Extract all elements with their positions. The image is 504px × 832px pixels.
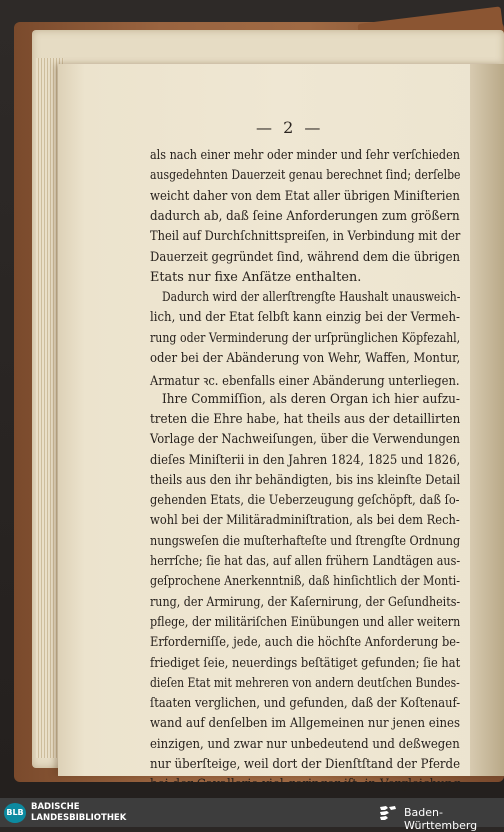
library-name[interactable] — [31, 802, 126, 823]
library-name-line2: LANDESBIBLIOTHEK — [31, 813, 126, 824]
text-line: Ihre Commiſſion, als deren Organ ich hier aufzu- — [162, 392, 460, 412]
text-line: theils aus den ihr behändigten, bis ins kleinſte Detail — [150, 473, 460, 493]
text-line: gehenden Etats, die Ueberzeugung geſchöpft, daß ſo- — [150, 493, 460, 513]
text-line: dieſen Etat mit mehreren von andern deutſchen Bundes- — [150, 676, 460, 696]
text-line: dieſes Miniſterii in den Jahren 1824, 1825 und 1826, — [150, 453, 460, 473]
text-line: herrſche; ſie hat das, auf allen frühern Landtägen aus- — [150, 554, 460, 574]
text-line: einzigen, und zwar nur unbedeutend und deßwegen — [150, 737, 460, 757]
lions-crest-icon — [378, 804, 398, 822]
text-line: rung, der Armirung, der Kaſernirung, der Geſundheits- — [150, 595, 460, 615]
page-number: — 2 — — [256, 118, 323, 137]
text-line: rung oder Verminderung der urſprünglichen Köpfezahl, — [150, 331, 460, 351]
text-line: bei der Cavallerie viel geringer iſt, in Vergleichung — [150, 777, 460, 797]
text-line: pflege, der militäriſchen Einübungen und aller weitern — [150, 615, 460, 635]
text-line: nur überſteige, weil dort der Dienſtſtand der Pferde — [150, 757, 460, 777]
text-line: oder bei der Abänderung von Wehr, Waffen, Montur, — [150, 351, 460, 371]
text-line: dadurch ab, daß ſeine Anforderungen zum größern — [150, 209, 460, 229]
text-line: treten die Ehre habe, hat theils aus der detaillirten — [150, 412, 460, 432]
text-line: lich, und der Etat ſelbſt kann einzig bei der Vermeh- — [150, 310, 460, 330]
text-line: Theil auf Durchſchnittspreiſen, in Verbindung mit der — [150, 229, 460, 249]
text-line: Dadurch wird der allerſtrengſte Haushalt unausweich- — [162, 290, 460, 310]
text-line: weicht daher von dem Etat aller übrigen Miniſterien — [150, 189, 460, 209]
text-line: ſtaaten verglichen, und gefunden, daß der Koſtenauf- — [150, 696, 460, 716]
text-line: Dauerzeit gegründet ſind, während dem die übrigen — [150, 250, 460, 270]
text-line: geſprochene Anerkenntniß, daß hinſichtlich der Monti- — [150, 574, 460, 594]
partner-label[interactable]: Baden-Württemberg — [404, 806, 504, 832]
text-line: Erforderniſſe, jede, auch die höchſte Anforderung be- — [150, 635, 460, 655]
blb-logo[interactable]: BLB — [4, 803, 26, 823]
library-name-line1: BADISCHE — [31, 802, 126, 813]
text-line: Armatur ꝛc. ebenfalls einer Abänderung unterliegen. — [150, 371, 460, 391]
text-line: Etats nur fixe Anſätze enthalten. — [150, 270, 361, 290]
text-line: nungsweſen die muſterhafteſte und ſtrengſte Ordnung — [150, 534, 460, 554]
text-line: Vorlage der Nachweiſungen, über die Verwendungen — [150, 432, 460, 452]
text-line: wohl bei der Militäradminiſtration, als bei dem Rech- — [150, 513, 460, 533]
text-line: als nach einer mehr oder minder und ſehr verſchieden — [150, 148, 460, 168]
text-line: wand auf denſelben im Allgemeinen nur jenen eines — [150, 716, 460, 736]
fore-edge — [470, 64, 504, 776]
text-line: ausgedehnten Dauerzeit genau berechnet ſind; derſelbe — [150, 168, 461, 188]
text-line: friediget ſeie, neuerdings beſtätiget gefunden; ſie hat — [150, 656, 460, 676]
